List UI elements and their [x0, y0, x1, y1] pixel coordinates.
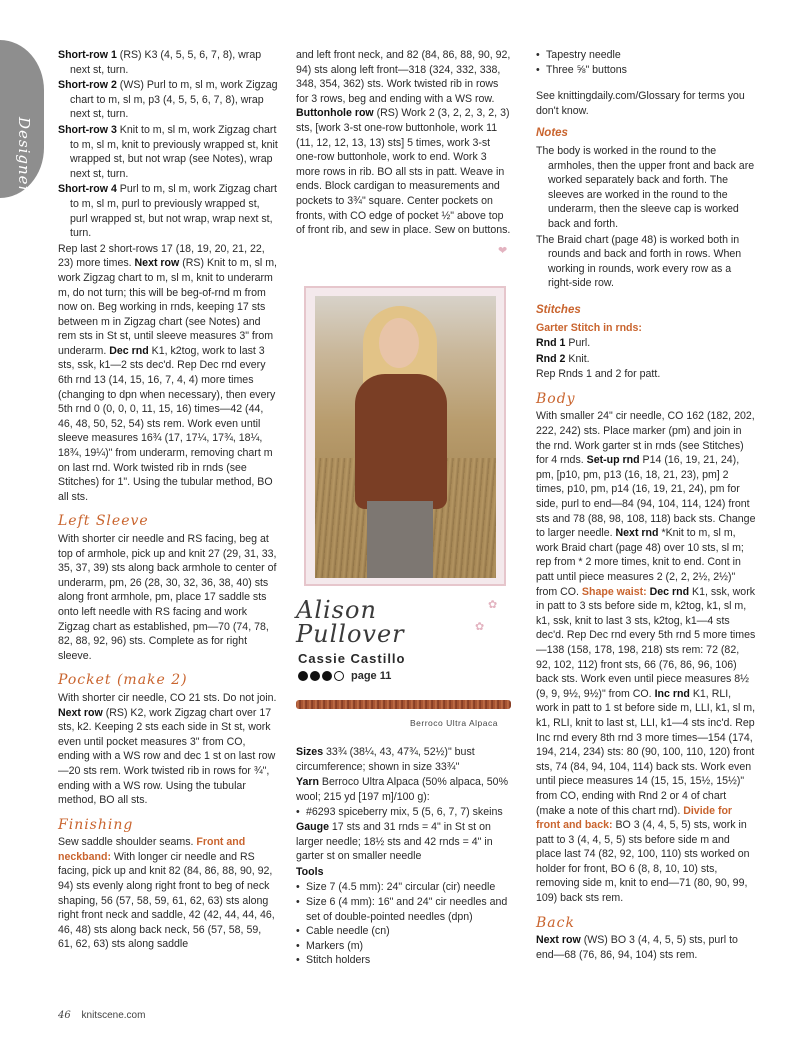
tools-list-continued: [536, 48, 756, 77]
footer-site: knitscene.com: [81, 1010, 146, 1021]
pattern-title: Alison Pullover: [296, 596, 405, 648]
list-item: • Tapestry needle: [536, 48, 756, 63]
finishing-text: Sew saddle shoulder seams. Front and neckband: With longer cir needle and RS facing, pick up and knit 82 (84, 86, 88, 90, 92, 94) sts evenly along right front to beg of neck shaping, 56 (57, 58, 59, 61, 62, 63) sts along right front neck and saddle, 42 (42, 44, 44, 46, 46, 48) sts along back neck, 56 (57, 58, 59, 61, 62, 63) sts along saddle: [58, 836, 275, 951]
page-reference: page 11: [351, 670, 392, 682]
sizes-text: Sizes 33¾ (38¼, 43, 47¾, 52½)" bust circumference; shown in size 33¾": [296, 746, 475, 773]
list-item: • Three ⅝" buttons: [536, 63, 756, 78]
section-tab-label: Designer: [15, 117, 33, 194]
list-item: • #6293 spiceberry mix, 5 (5, 6, 7, 7) skeins: [296, 805, 512, 820]
list-item: • Cable needle (cn): [296, 924, 512, 939]
pocket-heading: Pocket (make 2): [58, 672, 188, 689]
short-row-4: Short-row 4 Purl to m, sl m, work Zigzag chart to m, sl m, purl to previously wrapped st, purl wrapped st, but not wrap, wrap next st, turn.: [58, 183, 277, 240]
model-photo-frame: [304, 286, 506, 586]
pattern-specs: [296, 745, 512, 968]
body-text: With smaller 24" cir needle, CO 162 (182, 202, 222, 242) sts. Place marker (pm) and join in the rnd. Work garter st in rnds (see Stitches) for 4 rnds. Set-up rnd P14 (16, 19, 21, 24), pm, [p10, pm, p13 (16, 18, 21, 23), pm] 2 times, p10, pm, p14 (16, 19, 21, 24), pm for side, purl to end—84 (94, 104, 114, 124) front sts and 78 (88, 98, 108, 118) back sts. Change to larger needle. Next rnd *Knit to m, sl m, work Braid chart (page 48) over 10 sts, sl m; rep from * 2 more times, knit to end. Cont in patt until piece measures 2 (2, 2, 2½, 2½)" from CO. Shape waist: Dec rnd K1, ssk, work in patt to 3 sts before side m, k2tog, k1, sl m, k1, ssk, knit to last 3 sts, k2tog, k1—4 sts dec'd. Rep Dec rnd every 5th rnd 5 more times—138 (158, 178, 198, 218) sts rem: 72 (82, 92, 102, 112) front sts, 66 (76, 86, 96, 106) back sts. Work even until piece measures 8½ (9, 9, 9½, 9½)" from CO. Inc rnd K1, RLI, work in patt to 1 st before side m, LLI, k1, sl m, k1, RLI, knit to last st, LLI, k1—4 sts inc'd. Rep Inc rnd every 8th rnd 3 more times—154 (174, 194, 214, 234) sts: 80 (90, 100, 110, 120) front sts, 74 (84, 94, 104, 114) back sts. Work even until piece measures 14 (15, 15, 15½, 15½)" from CO, ending with Rnd 2 or 4 of chart (make a note of this chart rnd). Divide for front and back: BO 3 (4, 4, 5, 5) sts, work in patt to 3 (4, 4, 5, 5) sts before side m and place last 74 (82, 92, 100, 110) sts worked on holder for front, BO 6 (8, 8, 10, 10) sts, removing side m, knit to end—71 (80, 90, 99, 109) back sts rem.: [536, 410, 756, 905]
stitches-heading: Stitches: [536, 303, 581, 316]
glossary-note: See knittingdaily.com/Glossary for terms you don't know.: [536, 90, 745, 117]
tools-list: [296, 880, 512, 968]
list-item: • Size 6 (4 mm): 16" and 24" cir needles and set of double-pointed needles (dpn): [296, 895, 512, 924]
section-tab: [0, 40, 44, 198]
page-number: 46: [58, 1010, 71, 1021]
difficulty-rating: [298, 670, 391, 682]
garter-heading: Garter Stitch in rnds:: [536, 321, 642, 334]
flower-decoration: ✿: [475, 621, 485, 633]
difficulty-dot-empty: [334, 671, 344, 681]
body-heading: Body: [536, 390, 576, 407]
short-row-3: Short-row 3 Knit to m, sl m, work Zigzag chart to m, sl m, knit to previously wrapped st, knit wrapped st, but not wrap (see Notes), wrap next st, turn.: [58, 123, 278, 180]
notes-heading: Notes: [536, 127, 568, 140]
designer-name: Cassie Castillo: [298, 651, 406, 666]
column-2: [296, 48, 512, 239]
short-row-2: Short-row 2 (WS) Purl to m, sl m, work Zigzag chart to m, sl m, p3 (4, 5, 5, 6, 7, 8), wrap next st, turn.: [58, 79, 278, 121]
rnd-2: Rnd 2 Knit.: [536, 352, 590, 365]
yarn-swatch: [296, 700, 511, 709]
left-sleeve-text: With shorter cir needle and RS facing, beg at top of armhole, pick up and knit 27 (29, 31, 33, 35, 37, 39) sts along back armhole to center of underarm, pm, 26 (28, 30, 32, 36, 38, 40) sts along front armhole, pm, place 17 saddle sts onto left needle with RS facing and work Zigzag chart as established, pm—70 (74, 78, 82, 88, 92, 96) sts. Complete as for right sleeve.: [58, 533, 277, 662]
back-text: Next row (WS) BO 3 (4, 4, 5, 5) sts, purl to end—68 (76, 86, 94, 104) sts rem.: [536, 934, 738, 961]
difficulty-dot-filled: [322, 671, 332, 681]
finishing-continued: and left front neck, and 82 (84, 86, 88, 90, 92, 94) sts along left front—318 (324, 332, 338, 348, 354, 362) sts. Work twisted rib in rows for 3 rows, beg and ending with a WS row. Buttonhole row (RS) Work 2 (3, 2, 2, 3, 2, 3) sts, [work 3-st one-row buttonhole, work 11 (11, 12, 12, 13, 13) sts] 5 times, work 3-st one-row buttonhole, work to end. Work 3 more rows in rib. BO all sts in patt. Weave in ends. Block cardigan to measurements and pockets to 3¾" square. Center pockets on fronts, with CO edge of pocket ½" above top of front rib, and sew in place. Sew on buttons.: [296, 49, 511, 237]
yarn-text: Yarn Berroco Ultra Alpaca (50% alpaca, 50% wool; 215 yd [197 m]/100 g):: [296, 776, 508, 803]
model-sweater: [355, 374, 447, 509]
left-sleeve-heading: Left Sleeve: [58, 513, 149, 530]
difficulty-dot-filled: [298, 671, 308, 681]
gauge-text: Gauge 17 sts and 31 rnds = 4" in St st on larger needle; 18½ sts and 42 rnds = 4" in garter st on smaller needle: [296, 820, 493, 863]
list-item: • Size 7 (4.5 mm): 24" circular (cir) needle: [296, 880, 512, 895]
column-3: [536, 48, 756, 963]
note-item: The Braid chart (page 48) is worked both in rounds and back and forth in rows. When working in rounds, work every row as a right-side row.: [536, 233, 742, 290]
list-item: • Stitch holders: [296, 953, 512, 968]
difficulty-dot-filled: [310, 671, 320, 681]
finishing-heading: Finishing: [58, 816, 134, 833]
column-1: [58, 48, 278, 953]
page-footer: [58, 1010, 145, 1021]
repeat-text: Rep Rnds 1 and 2 for patt.: [536, 368, 661, 381]
rnd-1: Rnd 1 Purl.: [536, 337, 591, 350]
pocket-text: With shorter cir needle, CO 21 sts. Do not join. Next row (RS) K2, work Zigzag chart over 17 sts, k2. Keeping 2 sts each side in St st, work even until pocket measures 3" from CO, ending with a WS row and dec 1 st on last row—20 sts rem. Work twisted rib in rows for ¾", ending with a WS row. Using the tubular method, BO all sts.: [58, 691, 277, 807]
note-item: The body is worked in the round to the armholes, then the upper front and back are worked separately back and forth. The sleeves are worked in the round to the underarm, then the sleeve cap is worked back and forth.: [536, 144, 755, 230]
flower-decoration: ✿: [488, 599, 498, 611]
short-row-1: Short-row 1 (RS) K3 (4, 5, 5, 6, 7, 8), wrap next st, turn.: [58, 49, 262, 76]
model-skirt: [367, 501, 433, 578]
yarn-list: [296, 805, 512, 820]
tools-heading: Tools: [296, 865, 324, 878]
yarn-swatch-label: Berroco Ultra Alpaca: [410, 718, 498, 728]
model-face: [379, 318, 419, 368]
flower-decoration: ❤: [498, 245, 508, 257]
sleeve-instructions: Rep last 2 short-rows 17 (18, 19, 20, 21, 22, 23) more times. Next row (RS) Knit to m, sl m, work Zigzag chart to m, sl m, knit to underarm m, do not turn; this will be beg-of-rnd m from now on. Beg working in rnds, keeping 17 sts between m in Zigzag chart (see Notes) and rem sts in St st, until sleeve measures 3" from underarm. Dec rnd K1, k2tog, work to last 3 sts, ssk, k1—2 sts dec'd. Rep Dec rnd every 6th rnd 13 (14, 15, 16, 7, 4, 4) more times (changing to dpn when necessary), then every 5th rnd 0 (0, 0, 0, 11, 15, 16) times—42 (44, 46, 48, 50, 52, 54) sts rem. Work even until sleeve measures 16¾ (17, 17¼, 17¾, 18¼, 18¾, 19¼)" from underarm, removing chart m on last rnd. Work twisted rib in rnds (see Stitches) for 1". Using the tubular method, BO all sts.: [58, 242, 277, 503]
list-item: • Markers (m): [296, 939, 512, 954]
model-photo: [315, 296, 496, 578]
back-heading: Back: [536, 914, 575, 931]
